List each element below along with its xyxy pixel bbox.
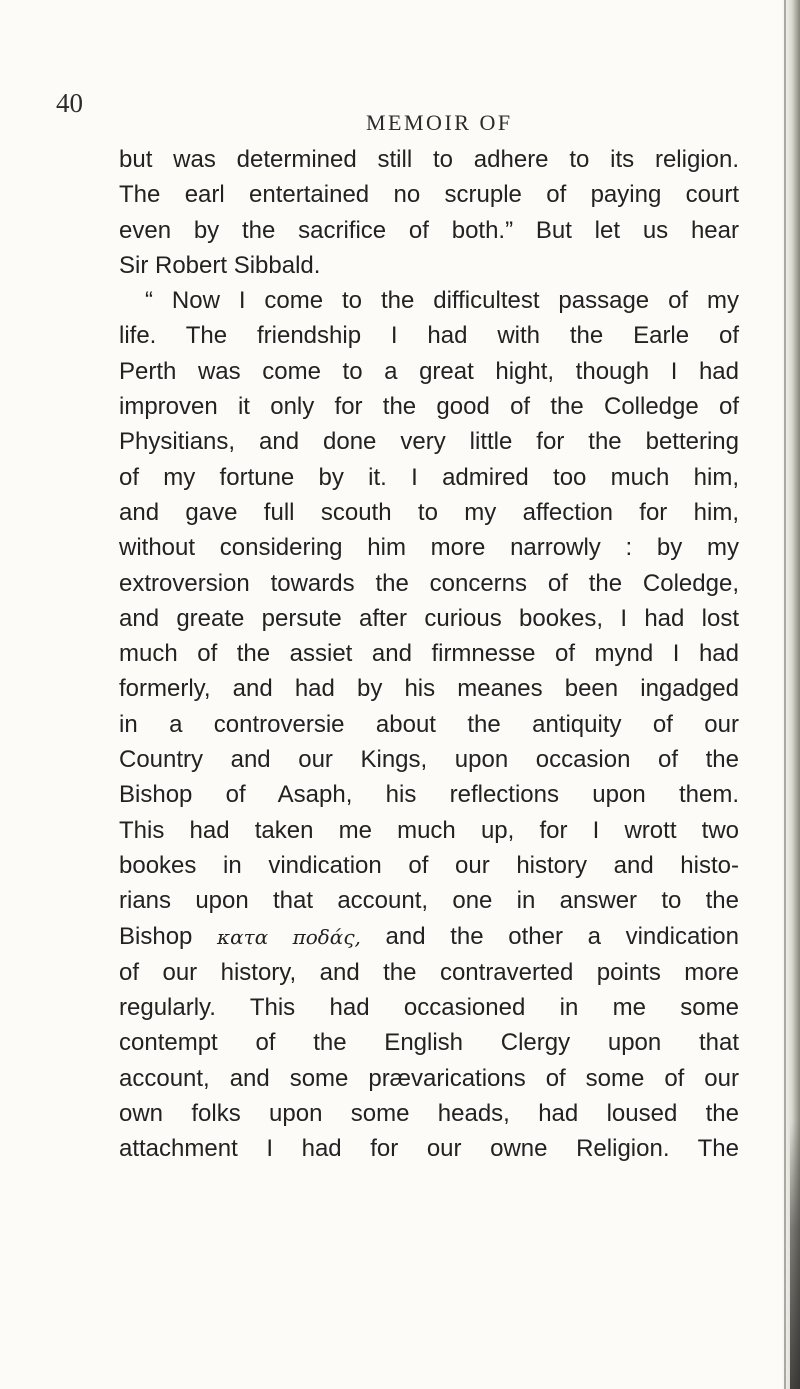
text-line: Physitians, and done very little for the bettering: [119, 428, 739, 456]
text-line: and gave full scouth to my affection for him,: [119, 498, 739, 526]
text-line: without considering him more narrowly : by my: [119, 534, 739, 562]
greek-phrase: κατα πoδάς,: [217, 924, 361, 949]
text-line: life. The friendship I had with the Earle of: [119, 322, 739, 350]
text-line-greek: [119, 919, 739, 955]
text-line: in a controversie about the antiquity of our: [119, 710, 739, 738]
text-line: regularly. This had occasioned in me some: [119, 994, 739, 1022]
text-line: improven it only for the good of the Colledge of: [119, 393, 739, 421]
greek-line-end: and the other a vindication: [385, 922, 739, 950]
body-text: [119, 142, 739, 1167]
text-line: even by the sacrifice of both.” But let us hear: [119, 216, 739, 244]
text-line: Bishop of Asaph, his reflections upon them.: [119, 781, 739, 809]
page-edge-dark: [790, 1120, 800, 1389]
text-line: The earl entertained no scruple of paying court: [119, 181, 739, 209]
text-line: formerly, and had by his meanes been ingadged: [119, 675, 739, 703]
text-line: Sir Robert Sibbald.: [119, 251, 321, 279]
running-head: MEMOIR OF: [366, 110, 513, 135]
page-number: 40: [56, 88, 83, 118]
text-line: own folks upon some heads, had loused the: [119, 1100, 739, 1128]
text-line: contempt of the English Clergy upon that: [119, 1029, 739, 1057]
text-line: Perth was come to a great hight, though I had: [119, 357, 739, 385]
text-line: attachment I had for our owne Religion. The: [119, 1135, 739, 1163]
text-line: and greate persute after curious bookes, I had lost: [119, 604, 739, 632]
text-line: bookes in vindication of our history and histo-: [119, 851, 739, 879]
text-line: much of the assiet and firmnesse of mynd I had: [119, 640, 739, 668]
text-line: extroversion towards the concerns of the Coledge,: [119, 569, 739, 597]
text-line: Country and our Kings, upon occasion of the: [119, 746, 739, 774]
text-line: account, and some prævarications of some of our: [119, 1064, 739, 1092]
text-line: of my fortune by it. I admired too much him,: [119, 463, 739, 491]
text-line: rians upon that account, one in answer to the: [119, 887, 739, 915]
text-line: but was determined still to adhere to its religion.: [119, 146, 739, 173]
text-line: of our history, and the contraverted points more: [119, 958, 739, 986]
text-line: “ Now I come to the difficultest passage of my: [145, 287, 739, 315]
text-line: This had taken me much up, for I wrott two: [119, 816, 739, 844]
greek-line-start: Bishop: [119, 922, 193, 950]
page-edge-line: [784, 0, 786, 1389]
